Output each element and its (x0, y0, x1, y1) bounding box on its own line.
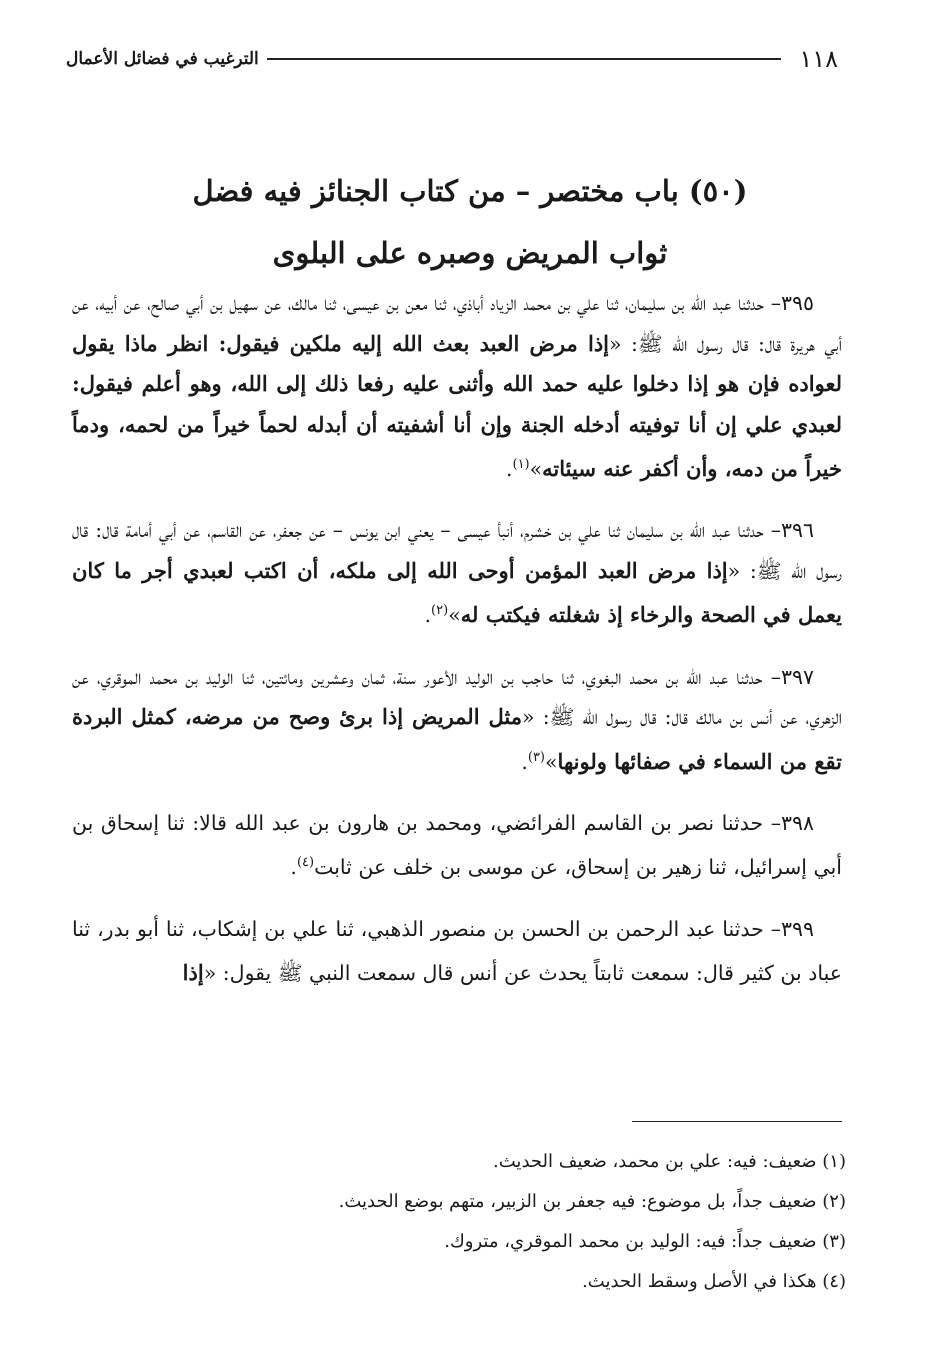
hadith-list (72, 284, 842, 1016)
hadith-399 (72, 910, 842, 994)
hadith-quote-end: » (545, 749, 558, 774)
hadith-number: ٣٩٩– (770, 916, 814, 941)
hadith-395 (72, 284, 842, 489)
footnote-4: (٤) هكذا في الأصل وسقط الحديث. (582, 1271, 846, 1292)
hadith-chain: حدثنا عبد الله بن محمد البغوي، ثنا حاجب بن الوليد الأعور سنة، ثمان وعشرين ومائتين، ثنا الوليد بن محمد الموقري، عن الزهري، عن أنس بن مالك قال: قال رسول الله ﷺ: « (72, 664, 842, 730)
footnote-2: (٢) ضعيف جداً، بل موضوع: فيه جعفر بن الزبير، متهم بوضع الحديث. (338, 1191, 846, 1212)
header-rule (267, 58, 782, 60)
hadith-number: ٣٩٦– (770, 518, 814, 543)
hadith-tail: . (424, 603, 432, 628)
hadith-number: ٣٩٥– (770, 291, 814, 315)
footnote-ref: (١) (512, 457, 530, 472)
hadith-tail: . (505, 456, 513, 481)
hadith-chain: حدثنا نصر بن القاسم الفرائضي، ومحمد بن هارون بن عبد الله قالا: ثنا إسحاق بن أبي إسرائيل، ثنا زهير بن إسحاق، عن موسى بن خلف عن ثابت (72, 810, 842, 880)
hadith-tail: . (290, 855, 297, 880)
hadith-text: إذا (182, 960, 204, 986)
hadith-quote-end: » (529, 456, 543, 481)
hadith-number: ٣٩٧– (770, 664, 814, 689)
footnote-1: (١) ضعيف: فيه: علي بن محمد، ضعيف الحديث. (493, 1151, 846, 1172)
chapter-title-line-2: ثواب المريض وصبره على البلوى (272, 236, 668, 270)
footnotes (100, 1142, 846, 1302)
book-title: الترغيب في فضائل الأعمال (66, 49, 259, 69)
chapter-title-line-1: (٥٠) باب مختصر – من كتاب الجنائز فيه فضل (192, 174, 748, 208)
hadith-text: إذا مرض العبد المؤمن أوحى الله إلى ملكه، أن اكتب لعبدي أجر ما كان يعمل في الصحة والرخاء إذ شغلته فيكتب له (72, 557, 842, 628)
footnote-ref: (٤) (296, 855, 315, 871)
hadith-text: مثل المريض إذا برئ وصح من مرضه، كمثل البردة تقع من السماء في صفائها ولونها (72, 704, 842, 774)
footnote-ref: (٢) (431, 603, 449, 619)
hadith-tail: . (521, 749, 528, 774)
hadith-chain: حدثنا عبد الله بن سليمان ثنا علي بن خشرم، أنبأ عيسى – يعني ابن يونس – عن جعفر، عن القاسم، عن أبي أمامة قال: قال رسول الله ﷺ: « (72, 518, 843, 583)
hadith-397 (72, 658, 842, 782)
hadith-number: ٣٩٨– (770, 810, 814, 835)
page-number: ١١٨ (799, 45, 838, 73)
chapter-title (100, 160, 840, 284)
running-header (66, 42, 838, 76)
footnote-3: (٣) ضعيف جداً: فيه: الوليد بن محمد الموقري، متروك. (444, 1231, 846, 1252)
hadith-398 (72, 804, 842, 888)
hadith-396 (72, 511, 842, 635)
footnote-separator (632, 1121, 842, 1122)
footnote-ref: (٣) (527, 749, 545, 765)
hadith-chain: حدثنا عبد الرحمن بن الحسن بن منصور الذهبي، ثنا علي بن إشكاب، ثنا أبو بدر، ثنا عباد بن كثير قال: سمعت ثابتاً يحدث عن أنس قال سمعت النبي ﷺ يقول: « (72, 916, 842, 986)
hadith-chain: حدثنا عبد الله بن سليمان، ثنا علي بن محمد الزياد أباذي، ثنا معن بن عيسى، ثنا مالك، عن سهيل بن أبي صالح، عن أبيه، عن أبي هريرة قال: قال رسول الله ﷺ: « (72, 291, 842, 356)
hadith-quote-end: » (448, 603, 461, 628)
hadith-text: إذا مرض العبد بعث الله إليه ملكين فيقول: انظر ماذا يقول لعواده فإن هو إذا دخلوا عليه حمد الله وأثنى عليه رفعا ذلك إلى الله، وهو أعلم فيقول: لعبدي علي إن أنا توفيته أدخله الجنة وإن أنا أشفيته أن أبدله لحماً خيراً من لحمه، ودماً خيراً من دمه، وأن أكفر عنه سيئاته (72, 330, 842, 481)
